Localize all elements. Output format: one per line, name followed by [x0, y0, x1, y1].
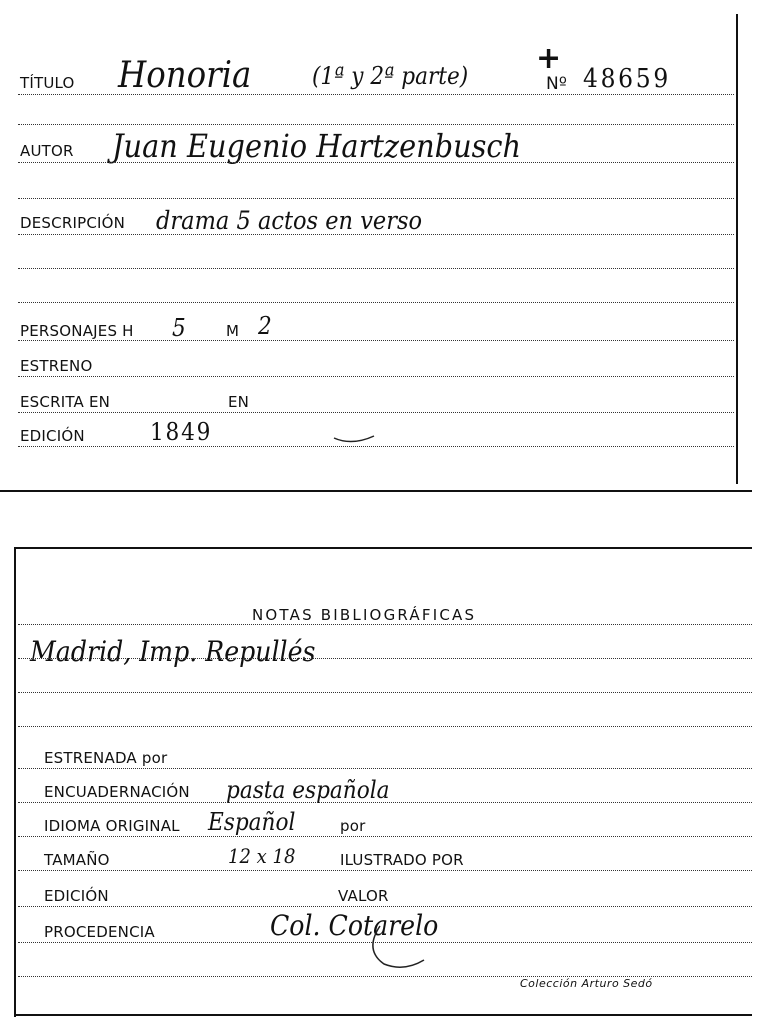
back-rule-1 [18, 624, 752, 625]
personajes-m-label: M [226, 322, 240, 340]
tamano-label: TAMAÑO [44, 851, 110, 869]
back-rule-2 [18, 658, 752, 659]
descripcion-value: drama 5 actos en verso [156, 206, 423, 235]
numero-label: Nº [546, 74, 568, 94]
procedencia-value: Col. Cotarelo [270, 909, 439, 942]
tamano-rule [18, 870, 752, 871]
pen-curve-icon [362, 920, 442, 980]
personajes-label: PERSONAJES H [20, 322, 134, 340]
front-rule-4 [18, 198, 734, 199]
autor-label: AUTOR [20, 142, 74, 160]
front-card-bottom-border [0, 490, 752, 492]
back-rule-3 [18, 692, 752, 693]
estrenada-por-label: ESTRENADA por [44, 749, 168, 767]
notas-title: NOTAS BIBLIOGRÁFICAS [252, 606, 477, 624]
front-rule-2 [18, 124, 734, 125]
front-card-right-border [736, 14, 738, 484]
valor-label: VALOR [338, 887, 389, 905]
encuadernacion-label: ENCUADERNACIÓN [44, 783, 190, 801]
encuadernacion-value: pasta española [226, 776, 390, 804]
plus-mark-icon: + [536, 41, 562, 76]
estreno-label: ESTRENO [20, 357, 93, 375]
personajes-m-value: 2 [258, 312, 272, 340]
tamano-value: 12 x 18 [228, 844, 296, 868]
coleccion-credit: Colección Arturo Sedó [520, 977, 653, 990]
descripcion-rule [18, 234, 734, 235]
edicion-label: EDICIÓN [20, 427, 85, 445]
edicion-back-label: EDICIÓN [44, 887, 109, 905]
front-rule-6 [18, 268, 734, 269]
idioma-rule [18, 836, 752, 837]
titulo-label: TÍTULO [20, 74, 75, 92]
idioma-original-value: Español [208, 808, 296, 836]
numero-value: 48659 [583, 64, 671, 94]
back-rule-4 [18, 726, 752, 727]
personajes-rule [18, 340, 734, 341]
autor-rule [18, 162, 734, 163]
procedencia-label: PROCEDENCIA [44, 923, 155, 941]
encuadernacion-rule [18, 802, 752, 803]
back-card-top-border [14, 547, 752, 549]
estrenada-rule [18, 768, 752, 769]
idioma-original-label: IDIOMA ORIGINAL [44, 817, 180, 835]
back-card-bottom-border [14, 1014, 752, 1016]
back-card-left-border [14, 547, 16, 1017]
ilustrado-por-label: ILUSTRADO POR [340, 851, 464, 869]
escrita-en-second-label: EN [228, 393, 250, 411]
front-card [0, 0, 759, 495]
descripcion-label: DESCRIPCIÓN [20, 214, 126, 232]
idioma-por-label: por [340, 817, 366, 835]
notas-line1-value: Madrid, Imp. Repullés [30, 635, 316, 668]
back-card [0, 540, 759, 1028]
edicion-value: 1849 [150, 418, 213, 446]
titulo-value: Honoria [118, 55, 252, 96]
autor-value: Juan Eugenio Hartzenbusch [112, 127, 522, 165]
personajes-h-value: 5 [172, 314, 186, 342]
pen-stroke-icon [330, 430, 380, 450]
titulo-part-value: (1ª y 2ª parte) [312, 62, 469, 90]
escrita-en-rule [18, 412, 734, 413]
edicion-back-rule [18, 906, 752, 907]
front-rule-7 [18, 302, 734, 303]
escrita-en-label: ESCRITA EN [20, 393, 111, 411]
estreno-rule [18, 376, 734, 377]
